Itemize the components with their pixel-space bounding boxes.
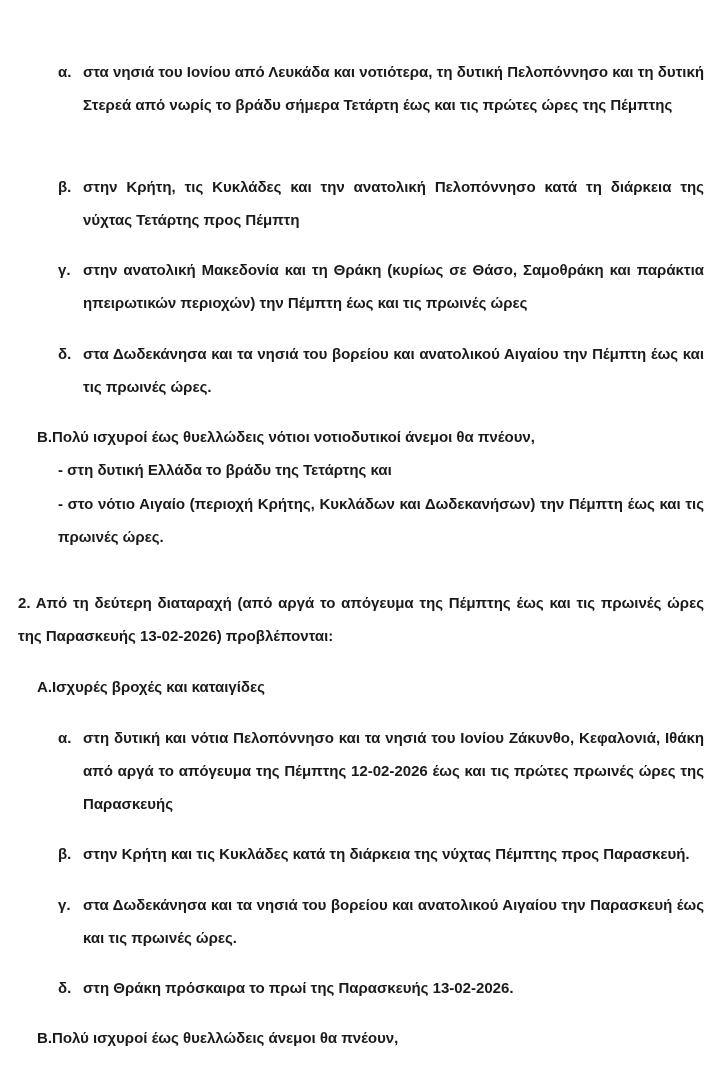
section-p1-winds <box>0 421 719 454</box>
list-item-p2-alpha <box>0 722 719 821</box>
section-text: Πολύ ισχυροί έως θυελλώδεις άνεμοι θα πνέουν, <box>52 1030 399 1047</box>
list-item-p2-delta <box>0 972 719 1005</box>
intro-text <box>18 587 704 653</box>
item-label: α. <box>58 730 72 747</box>
item-label: δ. <box>58 346 72 363</box>
item-text: στα νησιά του Ιονίου από Λευκάδα και νοτιότερα, τη δυτική Πελοπόννησο και τη δυτική Στερεά από νωρίς το βράδυ σήμερα Τετάρτη έως και τις πρώτες ώρες της Πέμπτης <box>83 64 704 114</box>
section-label: Β. <box>37 1030 52 1047</box>
dash-item-south-aegean <box>0 488 719 554</box>
list-item-p1-gamma <box>0 254 719 320</box>
section-p2-rain <box>0 671 719 704</box>
list-item-p2-gamma <box>0 889 719 955</box>
dash-item-west-greece <box>0 454 719 487</box>
section-label: Α. <box>37 679 52 696</box>
numbered-item-2 <box>0 587 719 653</box>
item-label: α. <box>58 64 72 81</box>
item-text: στην Κρήτη, τις Κυκλάδες και την ανατολική Πελοπόννησο κατά τη διάρκεια της νύχτας Τετάρτης προς Πέμπτη <box>83 179 704 229</box>
section-text: Ισχυρές βροχές και καταιγίδες <box>52 679 265 696</box>
item-label: β. <box>58 179 72 196</box>
section-p2-winds <box>0 1022 719 1055</box>
list-item-p1-alpha <box>0 56 719 122</box>
item-label: γ. <box>58 897 71 914</box>
item-label: γ. <box>58 262 71 279</box>
list-item-p1-delta <box>0 338 719 404</box>
dash-text: - στο νότιο Αιγαίο (περιοχή Κρήτης, Κυκλάδων και Δωδεκανήσων) την Πέμπτη έως και τις πρωινές ώρες. <box>58 496 704 546</box>
item-number: 2. <box>18 595 31 612</box>
section-label: Β. <box>37 429 52 446</box>
item-label: δ. <box>58 980 72 997</box>
item-text: στην Κρήτη και τις Κυκλάδες κατά τη διάρκεια της νύχτας Πέμπτης προς Παρασκευή. <box>83 846 690 863</box>
list-item-p2-beta <box>0 838 719 871</box>
dash-text: - στη δυτική Ελλάδα το βράδυ της Τετάρτης και <box>58 462 392 479</box>
item-label: β. <box>58 846 72 863</box>
item-text: στα Δωδεκάνησα και τα νησιά του βορείου και ανατολικού Αιγαίου την Παρασκευή έως και τις πρωινές ώρες. <box>83 897 704 947</box>
intro-body: Από τη δεύτερη διαταραχή (από αργά το απόγευμα της Πέμπτης έως και τις πρωινές ώρες της Παρασκευής 13-02-2026) προβλέπονται: <box>18 595 704 645</box>
item-text: στην ανατολική Μακεδονία και τη Θράκη (κυρίως σε Θάσο, Σαμοθράκη και παράκτια ηπειρωτικών περιοχών) την Πέμπτη έως και τις πρωινές ώρες <box>83 262 704 312</box>
list-item-p1-beta <box>0 171 719 237</box>
item-text: στα Δωδεκάνησα και τα νησιά του βορείου και ανατολικού Αιγαίου την Πέμπτη έως και τις πρωινές ώρες. <box>83 346 704 396</box>
item-text: στη Θράκη πρόσκαιρα το πρωί της Παρασκευής 13-02-2026. <box>83 980 514 997</box>
section-text: Πολύ ισχυροί έως θυελλώδεις νότιοι νοτιοδυτικοί άνεμοι θα πνέουν, <box>52 429 535 446</box>
item-text: στη δυτική και νότια Πελοπόννησο και τα νησιά του Ιονίου Ζάκυνθο, Κεφαλονιά, Ιθάκη από αργά το απόγευμα της Πέμπτης 12-02-2026 έως και τις πρώτες πρωινές ώρες της Παρασκευής <box>83 730 704 813</box>
